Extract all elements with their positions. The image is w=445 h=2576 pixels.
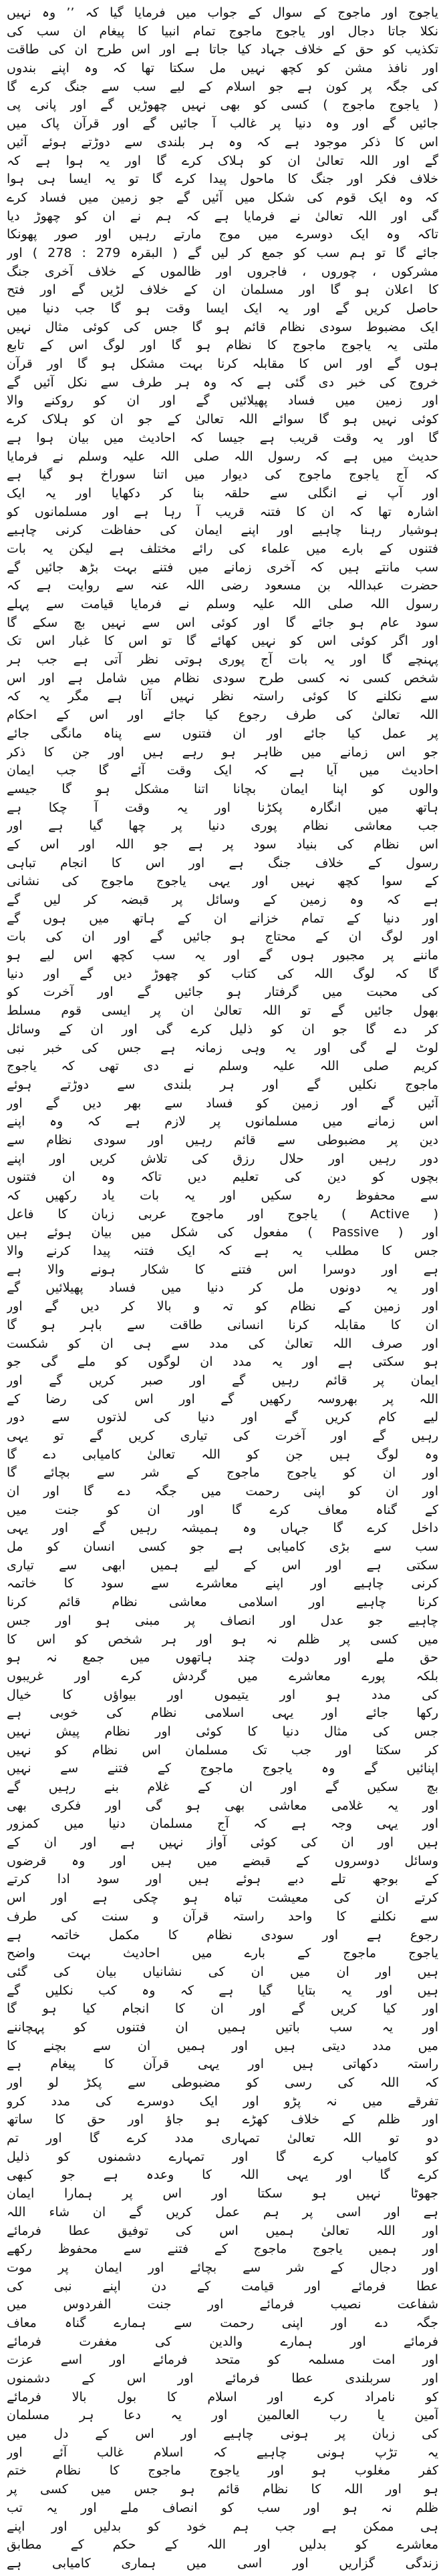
article-line: اور کیا کریں گے اور ان کا انجام کیا ہو گا — [7, 2001, 438, 2017]
article-line: حضرت عبداللہ بن مسعود رضی اللہ عنہ سے روایت ہے کہ — [7, 578, 438, 593]
article-line: کے بوجھ تلے دبے ہوئے ہیں اور سود ادا کرتے — [7, 1872, 438, 1887]
article-line: ( یاجوج ماجوج ) کسی کو بھی نہیں چھوڑیں گے اور پانی پی — [7, 97, 438, 113]
article-line: آمین یا رب العالمین اور یہ دعا ہر مسلمان — [7, 2408, 438, 2423]
article-line: جس کی مثال دنیا کا کوئی اور نظام پیش نہیں — [7, 1724, 438, 1739]
article-line: احادیث میں آیا ہے کہ ایک وقت آئے گا جب ایمان — [7, 763, 438, 778]
article-line: اپنائیں گے وہ یاجوج ماجوج کے فتنے سے نہیں — [7, 1761, 438, 1776]
article-line: معاشرے کو بدلیں اور اللہ کے حکم کے مطابق — [7, 2537, 438, 2553]
article-line: ہو سکتی ہے اور یہ مدد ان لوگوں کو ملے گی جو — [7, 1354, 438, 1370]
article-line: اور ان کو یاجوج ماجوج کے شر سے بچائے گا — [7, 1465, 438, 1481]
article-line: چاہیے جو عدل اور انصاف پر مبنی ہو اور جس — [7, 1613, 438, 1628]
article-line: کا اعلان ہو گا اور مسلمان ان کے خلاف لڑیں گے اور فتح — [7, 282, 438, 298]
article-line: یاجوج ماجوج کے بارے میں احادیث بہت واضح — [7, 1946, 438, 1961]
article-line: ہاتھ میں انگارہ پکڑنا اور یہ وقت آ چکا ہے — [7, 800, 438, 815]
article-line: کریم صلی اللہ علیہ وسلم نے دی تھی کہ یاجوج — [7, 1059, 438, 1074]
article-line: اور اگر کوئی اس کو نہیں کھائے گا تو اس کا غبار اس تک — [7, 633, 438, 649]
article-line: کرے گا اور یہی اللہ کا وعدہ ہے جو کبھی — [7, 2167, 438, 2183]
article-line: اور زمین کے نظام کو تہ و بالا کر دیں گے اور — [7, 1299, 438, 1314]
article-line: دور رہیں اور حلال رزق کی تلاش کریں اور اپنے — [7, 1151, 438, 1166]
article-line: ہوشیار رہنا چاہیے اور اپنے ایمان کی حفاظت کرنی چاہیے — [7, 523, 438, 538]
article-line: رسول اللہ صلی اللہ علیہ وسلم نے فرمایا قیامت سے پہلے — [7, 597, 438, 611]
article-line: کہ آج یاجوج ماجوج کی دیوار میں اتنا سوراخ ہو گیا ہے — [7, 467, 438, 483]
article-line: وہ لوگ ہیں جن کو اللہ تعالیٰ کامیابی دے گا — [7, 1447, 438, 1462]
article-line: اور سربلندی عطا فرمائے اور اس کے دشمنوں — [7, 2371, 438, 2386]
article-line: کی زبان پر ہونی چاہیے اور اس کے دل میں — [7, 2426, 438, 2442]
article-line: حق ملے اور دولت چند ہاتھوں میں جمع نہ ہو — [7, 1650, 438, 1665]
article-line: شفاعت نصیب فرمائے اور جنت الفردوس میں — [7, 2297, 438, 2312]
article-line: کی جگہ پر کون ہے جو اسلام کے لیے سب سے جنگ کرے گا — [7, 79, 438, 94]
article-line: اور یہ دونوں مل کر دنیا میں فساد پھیلائیں گے — [7, 1280, 438, 1296]
article-line: کر دے گا جو ان کو ذلیل کرے گی اور ان کے وسائل — [7, 1021, 438, 1037]
article-line: زندگی گزاریں اور اسی میں ہماری کامیابی ہے — [7, 2555, 438, 2571]
article-line: لیے کام کریں گے اور دنیا کی لذتوں سے دور — [7, 1410, 438, 1425]
article-line: خروج کی خبر دی گئی ہے کہ وہ ہر طرف سے نکل آئیں گے — [7, 374, 438, 390]
article-line: جائے گا تو ہم سب کو جمع کر لیں گے ( البقرہ 279 : 278 ) اور — [7, 245, 438, 260]
article-line: گے اور اللہ تعالیٰ ان کو ہلاک کرے گا اور یہ ہوا ہے کہ — [7, 153, 438, 168]
article-line: یاجوج اور ماجوج کے سوال کے جواب میں فرمایا گیا کہ ’’ وہ نہیں — [7, 5, 438, 20]
article-line: اور دنیا کے تمام خزانے ان کے ہاتھ میں ہوں گے — [7, 911, 438, 926]
article-line: دو تو اللہ تعالیٰ تمہاری مدد کرے گا اور تم — [7, 2131, 438, 2146]
article-line: اس زمانے میں مسلمانوں پر لازم ہے کہ وہ اپنے — [7, 1114, 438, 1129]
article-line: کو کامیاب کرے گا اور تمہارے دشمنوں کو ذلیل — [7, 2149, 438, 2164]
article-line: سکتی ہے اور اس کے لیے ہمیں ابھی سے تیاری — [7, 1557, 438, 1573]
article-line: اور صرف اللہ تعالیٰ کی مدد سے ہی ان کو شکست — [7, 1336, 438, 1351]
article-line: اور دجال کے شر سے بچائے اور ایمان پر موت — [7, 2260, 438, 2275]
article-line: بھول جائیں گے تو اللہ تعالیٰ ان پر ایسی قوم مسلط — [7, 1003, 438, 1019]
article-line: اور ( Passive ) مفعول کی شکل میں بیان ہوئے ہیں — [7, 1225, 438, 1240]
article-line: مشرکوں ، چوروں ، فاجروں اور ظالموں کے خلاف آخری جنگ — [7, 264, 438, 279]
article-line: کے سوا کچھ نہیں اور یہی یاجوج ماجوج کی نشانی — [7, 874, 438, 889]
article-line: کہ اللہ کی رسی کو مضبوطی سے پکڑ لو اور — [7, 2075, 438, 2090]
article-line: اور لوگ ان کے محتاج ہو جائیں گے اور ان کی بات — [7, 929, 438, 945]
article-line: اس نظام کی بنیاد سود پر ہے جو اللہ اور اس کے — [7, 836, 438, 852]
article-line: حاصل کریں گے اور یہ ایک ایسا وقت ہو گا جب دنیا میں — [7, 301, 438, 316]
article-line: عطا فرمائے اور قیامت کے دن اپنے نبی کی — [7, 2278, 438, 2294]
article-line: کر سکتا اور جب تک مسلمان اس نظام کو نہیں — [7, 1742, 438, 1758]
article-line: سے محفوظ رہ سکیں اور یہ بات یاد رکھیں کہ — [7, 1188, 438, 1203]
article-line: اور یہی وجہ ہے کہ آج مسلمان دنیا میں کمزور — [7, 1816, 438, 1832]
article-line: رہیں گے اور آخرت کی تیاری کریں گے تو یہی — [7, 1428, 438, 1443]
article-line: گا کہ لوگ اللہ کی کتاب کو چھوڑ دیں گے اور دنیا — [7, 966, 438, 981]
article-line: وسائل دوسروں کے قبضے میں ہیں اور وہ قرضوں — [7, 1853, 438, 1868]
article-line: کرنا چاہیے اور اسلامی معاشی نظام قائم کرنا — [7, 1595, 438, 1610]
article-line: اور ہمیں یاجوج ماجوج کے فتنے سے محفوظ رکھے — [7, 2242, 438, 2257]
article-line: بچوں کو دین کی تعلیم دیں تاکہ وہ ان فتنوں — [7, 1170, 438, 1185]
article-line: فتنوں کے بارے میں علماء کی رائے مختلف ہے لیکن یہ بات — [7, 541, 438, 556]
article-line: داخل کرے گا جہاں وہ ہمیشہ رہیں گے اور یہی — [7, 1521, 438, 1536]
article-line: ایمان پر قائم رہیں گے اور صبر کریں گے اور — [7, 1372, 438, 1388]
article-line: رجوع ہے اور سودی نظام کا مکمل خاتمہ ہے — [7, 1927, 438, 1943]
article-line: ہیں اور ان میں ان کی نشانیاں بیان کی گئی — [7, 1964, 438, 1979]
article-line: اللہ تعالیٰ کی طرف رجوع کیا جائے اور اس کے احکام — [7, 708, 438, 723]
article-line: ماجوج نکلیں گے اور ہر بلندی سے دوڑتے ہوئے — [7, 1077, 438, 1092]
article-line: اور ان کو اپنی رحمت میں جگہ دے گا اور ان — [7, 1484, 438, 1499]
article-line: اور اللہ تعالیٰ ہمیں اس کی توفیق عطا فرمائے — [7, 2223, 438, 2238]
article-line: جس کا مطلب یہ ہے کہ ایک فتنہ پیدا کرنے والا — [7, 1244, 438, 1259]
article-line: شخص کسی نہ کسی طرح سودی نظام میں شامل ہے اور اس — [7, 670, 438, 686]
article-line: ماننے پر مجبور ہوں گے اور یہ سب کچھ اس لیے ہو — [7, 948, 438, 963]
article-line: سب سے بڑی کامیابی ہے جو کسی انسان کو مل — [7, 1539, 438, 1555]
article-line: اور نافذ مشن کو کچھ نہیں مل سکتا تھا کہ وہ اپنے بندوں — [7, 61, 438, 76]
article-line: بلکہ پورے معاشرے میں گردش کرے اور غریبوں — [7, 1668, 438, 1684]
article-line: حدیث میں ہے کہ رسول اللہ صلی اللہ علیہ وسلم نے فرمایا — [7, 449, 438, 464]
article-line: اللہ پر بھروسہ رکھیں گے اور اس کی رضا کے — [7, 1391, 438, 1406]
article-line: پہنچے گا اور یہ بات آج پوری ہوتی نظر آتی ہے جب ہر — [7, 652, 438, 668]
article-line: بچ سکیں گے اور ان کے غلام بنے رہیں گے — [7, 1780, 438, 1794]
article-line: اور یہ سب باتیں ہمیں ان فتنوں کو پہچاننے — [7, 2019, 438, 2035]
article-line: کوئی نہیں ہو گا سوائے اللہ تعالیٰ کے جو ان کو ہلاک کرے — [7, 412, 438, 427]
article-line: ہیں اور یہ بتایا گیا ہے کہ وہ کب نکلیں گے — [7, 1983, 438, 1998]
article-line: رکھا جائے اور یہی اسلامی نظام کی خوبی ہے — [7, 1706, 438, 1721]
article-line: یہ تڑپ ہونی چاہیے کہ اسلام غالب آئے اور — [7, 2444, 438, 2460]
article-line: والوں کو اپنا ایمان بچانا اتنا مشکل ہو گا جیسے — [7, 781, 438, 796]
article-line: اس کا ذکر موجود ہے کہ وہ ہر بلندی سے دوڑتے ہوئے آئیں — [7, 134, 438, 150]
article-line: رسول کے خلاف جنگ ہے اور اس کا انجام تباہی — [7, 855, 438, 870]
article-line: خلاف فکر اور جنگ کا ماحول پیدا کرے گا تو یہ ایسا ہی ہوا — [7, 172, 438, 187]
article-line: اور امت مسلمہ کو متحد فرمائے اور اسے عزت — [7, 2352, 438, 2368]
article-line: کفر مغلوب ہو اور یاجوج ماجوج کا نظام ختم — [7, 2463, 438, 2479]
article-line: ایک مضبوط سودی نظام قائم ہو گا جس کی کوئی مثال نہیں — [7, 319, 438, 334]
article-line: کے گناہ معاف کرے گا اور ان کو جنت میں — [7, 1502, 438, 1517]
article-line: گی اور اللہ تعالیٰ نے فرمایا ہے کہ ہم نے ان کو چھوڑ دیا — [7, 208, 438, 224]
article-line: ( Active ) یاجوج اور ماجوج عربی زبان کا فاعل — [7, 1206, 438, 1222]
article-line: کو نامراد کرے اور اسلام کا بول بالا فرمائے — [7, 2389, 438, 2404]
article-line: ہوں گے اور اس کا مقابلہ کرنا بہت مشکل ہو گا اور قرآن — [7, 356, 438, 372]
article-line: دین پر مضبوطی سے قائم رہیں اور سودی نظام سے — [7, 1132, 438, 1147]
article-line: اور ظلم کے خلاف کھڑے ہو جاؤ اور حق کا ساتھ — [7, 2112, 438, 2127]
article-line: ظلم نہ ہو اور سب کو انصاف ملے اور یہ تب — [7, 2500, 438, 2515]
article-line: اور یہ غلامی معاشی بھی ہو گی اور فکری بھی — [7, 1798, 438, 1813]
article-line: ہی ممکن ہے جب ہم خود کو بدلیں اور اپنے — [7, 2519, 438, 2534]
article-line: جب معاشی نظام پوری دنیا پر چھا گیا ہے اور — [7, 818, 438, 834]
article-line: اشارہ تھا کہ ان کا فتنہ قریب آ رہا ہے اور مسلمانوں کو — [7, 504, 438, 519]
article-line: اور زمین میں فساد پھیلائیں گے اور ان کو روکنے والا — [7, 393, 438, 409]
article-line: نکلا جاتا دجال اور یاجوج ماجوج تمام انبیا کا پیغام ان سب کی — [7, 23, 438, 39]
article-line: کہ وہ ایک قوم کی شکل میں آئیں گے جو زمین میں فساد کرے — [7, 190, 438, 205]
article-line: میں مدد دیتی ہیں اور ہمیں ان سے بچنے کا — [7, 2038, 438, 2053]
article-line: سے نکلنے کا واحد راستہ قرآن و سنت کی طرف — [7, 1908, 438, 1924]
article-line: ان کا مقابلہ کرنا انسانی طاقت سے باہر ہو گا — [7, 1317, 438, 1332]
article-line: سب مانتے ہیں کہ آخری زمانے میں فتنے بہت بڑھ جائیں گے — [7, 559, 438, 575]
article-line: ہو اور اللہ کا نظام قائم ہو جس میں کسی پر — [7, 2482, 438, 2497]
article-line: ہے اور اسی پر ہم عمل کریں گے ان شاء اللہ — [7, 2204, 438, 2220]
article-line: جگہ دے اور اپنی رحمت سے ہمارے گناہ معاف — [7, 2315, 438, 2330]
article-line: سود عام ہو جائے گا اور کوئی اس سے نہیں بچ سکے گا — [7, 615, 438, 630]
article-line: گا اور یہ وقت قریب ہے جیسا کہ احادیث میں بیان ہوا ہے — [7, 430, 438, 445]
article-line: لوٹ لے گی اور یہ وہی زمانہ ہے جس کی خبر نبی — [7, 1040, 438, 1055]
article-line: کی محبت میں گرفتار ہو جائیں گے اور آخرت کو — [7, 985, 438, 1000]
article-line: ملتی یہ یاجوج ماجوج کا نظام ہو گا اور لوگ اس کے تابع — [7, 338, 438, 353]
article-line: ہیں اور ان کی کوئی آواز نہیں ہے اور ان کے — [7, 1835, 438, 1850]
article-line: تکذیب کو حق کے خلاف جہاد کیا جاتا ہے اور اس طرح ان کی طاقت — [7, 42, 438, 57]
article-line: تفرقے میں نہ پڑو اور ایک دوسرے کی مدد کرو — [7, 2093, 438, 2109]
article-line: جو اس زمانے میں ظاہر ہو رہے ہیں اور جن کا ذکر — [7, 744, 438, 760]
article-line: جھوٹا نہیں ہو سکتا اور اس پر ہمارا ایمان — [7, 2186, 438, 2202]
article-line: اور آپ نے انگلی سے حلقہ بنا کر دکھایا اور یہ ایک — [7, 485, 438, 501]
article-line: کرتے ان کی معیشت تباہ ہو چکی ہے اور اس — [7, 1890, 438, 1906]
article-line: راستہ دکھاتی ہیں اور یہی قرآن کا پیغام ہے — [7, 2057, 438, 2072]
article-line: ہے اور دوسرا اس فتنے کا شکار ہونے والا ہے — [7, 1262, 438, 1277]
article-line: کی مدد ہو اور یتیموں اور بیواؤں کا خیال — [7, 1687, 438, 1702]
article-line: ہے کہ وہ زمین کے وسائل پر قبضہ کر لیں گے — [7, 892, 438, 907]
article-line: جائیں گے اور وہ دنیا پر غالب آ جائیں گے اور قرآن پاک میں — [7, 116, 438, 132]
article-line: پر عمل کیا جائے اور ان فتنوں سے پناہ مانگی جائے — [7, 726, 438, 741]
article-line: کرنی چاہیے اور اپنے معاشرے سے سود کا خاتمہ — [7, 1576, 438, 1591]
article-line: آئیں گے اور زمین کو فساد سے بھر دیں گے اور — [7, 1095, 438, 1111]
article-line: میں کسی پر ظلم نہ ہو اور ہر شخص کو اس کا — [7, 1631, 438, 1647]
article-line: فرمائے اور ہمارے والدین کی مغفرت فرمائے — [7, 2334, 438, 2349]
article-line: تاکہ وہ ایک دوسرے میں موج مارتے رہیں اور صور پھونکا — [7, 227, 438, 242]
article-line: سے نکلنے کا کوئی راستہ نظر نہیں آتا ہے مگر یہ کہ — [7, 689, 438, 704]
